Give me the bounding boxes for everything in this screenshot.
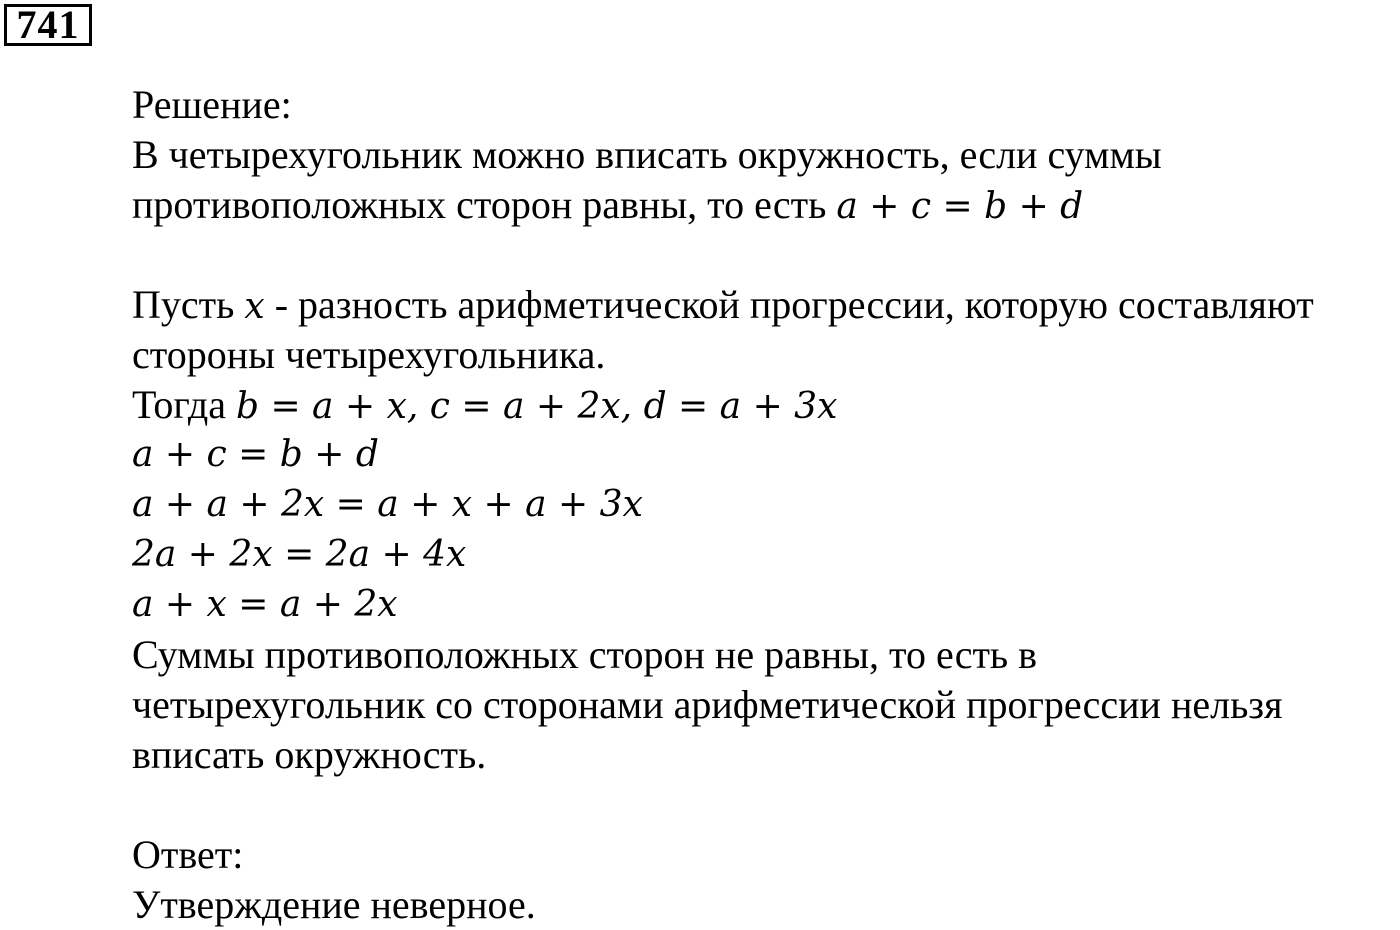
conclusion-line-3: вписать окружность. [132, 732, 487, 777]
condition-line-2 [132, 180, 1398, 230]
conclusion-line-2: четырехугольник со сторонами арифметической прогрессии нельзя [132, 682, 1283, 727]
spacer [132, 230, 1398, 280]
spacer [132, 780, 1398, 830]
equation-4: a + x = a + 2x [132, 584, 398, 625]
equation-3: 2a + 2x = 2a + 4x [132, 534, 467, 575]
setup-variable: x [244, 286, 265, 327]
setup-post: - разность арифметической прогрессии, которую составляют [264, 282, 1314, 327]
setup-formula: b = a + x, c = a + 2x, d = a + 3x [235, 386, 838, 427]
equation-2: a + a + 2x = a + x + a + 3x [132, 484, 643, 525]
solution-body [132, 80, 1398, 930]
answer-text: Утверждение неверное. [132, 882, 536, 927]
answer-label: Ответ: [132, 832, 244, 877]
conclusion-line-1: Суммы противоположных сторон не равны, то есть в [132, 632, 1038, 677]
equation-1: a + c = b + d [132, 434, 379, 475]
setup-line-3 [132, 380, 1398, 430]
setup-line-1 [132, 280, 1398, 330]
condition-formula: a + c = b + d [836, 186, 1084, 227]
setup-pre: Пусть [132, 282, 245, 327]
condition-line-1: В четырехугольник можно вписать окружность, если суммы [132, 132, 1162, 177]
condition-text: противоположных сторон равны, то есть [132, 182, 837, 227]
solution-label: Решение: [132, 82, 292, 127]
setup-line-2: стороны четырехугольника. [132, 332, 606, 377]
setup-then: Тогда [132, 382, 236, 427]
problem-number: 741 [4, 4, 92, 46]
